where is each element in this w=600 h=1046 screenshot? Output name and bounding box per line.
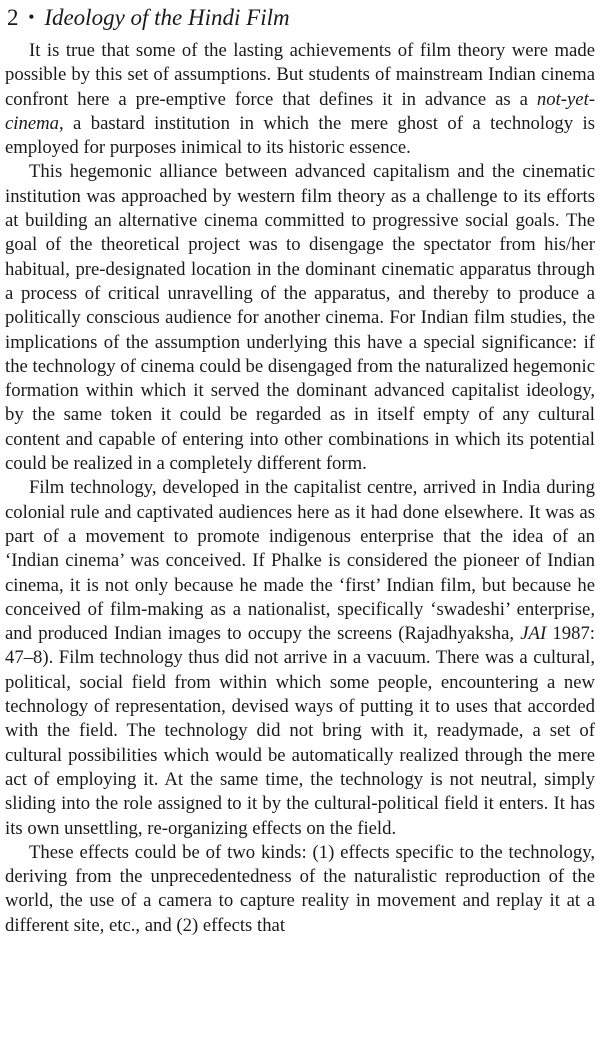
paragraph-2: This hegemonic alliance between advanced capitalism and the cinematic institution was approached by western film theory as a challenge to its efforts at building an alternative cinema committed to progressive social goals. The goal of the theoretical project was to disengage the spectator from his/her habitual, pre-designated location in the dominant cinematic apparatus through a process of critical unravelling of the apparatus, and thereby to produce a politically conscious audience for another cinema. For Indian film studies, the implications of the assumption underlying this have a special significance: if the technology of cinema could be disengaged from the naturalized hegemonic formation within which it served the dominant advanced capitalist ideology, by the same token it could be regarded as in itself empty of any cultural content and capable of entering into other combinations in which its potential could be realized in a completely different form. [5, 161, 595, 475]
paragraph-4: These effects could be of two kinds: (1) effects specific to the technology, deriving from the unprecedentedness of the naturalistic reproduction of the world, the use of a camera to capture reality in movement and replay it at a different site, etc., and (2) effects that [5, 841, 595, 936]
body-text [5, 39, 595, 938]
paragraph-3-text-after: 1987: 47–8). Film technology thus did not arrive in a vacuum. There was a cultural, political, social field from within which some people, encountering a new technology of representation, devised ways of putting it to uses that accorded with the field. The technology did not bring with it, readymade, a set of cultural possibilities which would be automatically realized through the mere act of employing it. At the same time, the technology is not neutral, simply sliding into the role assigned to it by the cultural-political field it enters. It has its own unsettling, re-organizing effects on the field. [5, 623, 595, 839]
paragraph-1-text-before: It is true that some of the lasting achievements of film theory were made possible by this set of assumptions. But students of mainstream Indian cinema confront here a pre-emptive force that defines it in advance as a [5, 40, 595, 110]
paragraph-1 [5, 39, 595, 160]
paragraph-3 [5, 476, 595, 840]
emphasis-not-yet-cinema: not-yet-cinema [5, 88, 595, 134]
page-number: 2 [7, 5, 19, 30]
emphasis-jai: JAI [520, 623, 547, 645]
paragraph-3-text-before: Film technology, developed in the capitalist centre, arrived in India during colonial rule and captivated audiences here as it had done elsewhere. It was as part of a movement to promote indigenous enterprise that the idea of an ‘Indian cinema’ was conceived. If Phalke is considered the pioneer of Indian cinema, it is not only because he made the ‘first’ Indian film, but because he conceived of film-making as a nationalist, specifically ‘swadeshi’ enterprise, and produced Indian images to occupy the screens (Rajadhyaksha, [5, 477, 595, 645]
running-head-separator: • [28, 7, 35, 27]
running-head [7, 2, 595, 33]
running-head-title: Ideology of the Hindi Film [44, 5, 290, 30]
paragraph-1-text-after: , a bastard institution in which the mere ghost of a technology is employed for purposes inimical to its historic essence. [5, 112, 595, 159]
